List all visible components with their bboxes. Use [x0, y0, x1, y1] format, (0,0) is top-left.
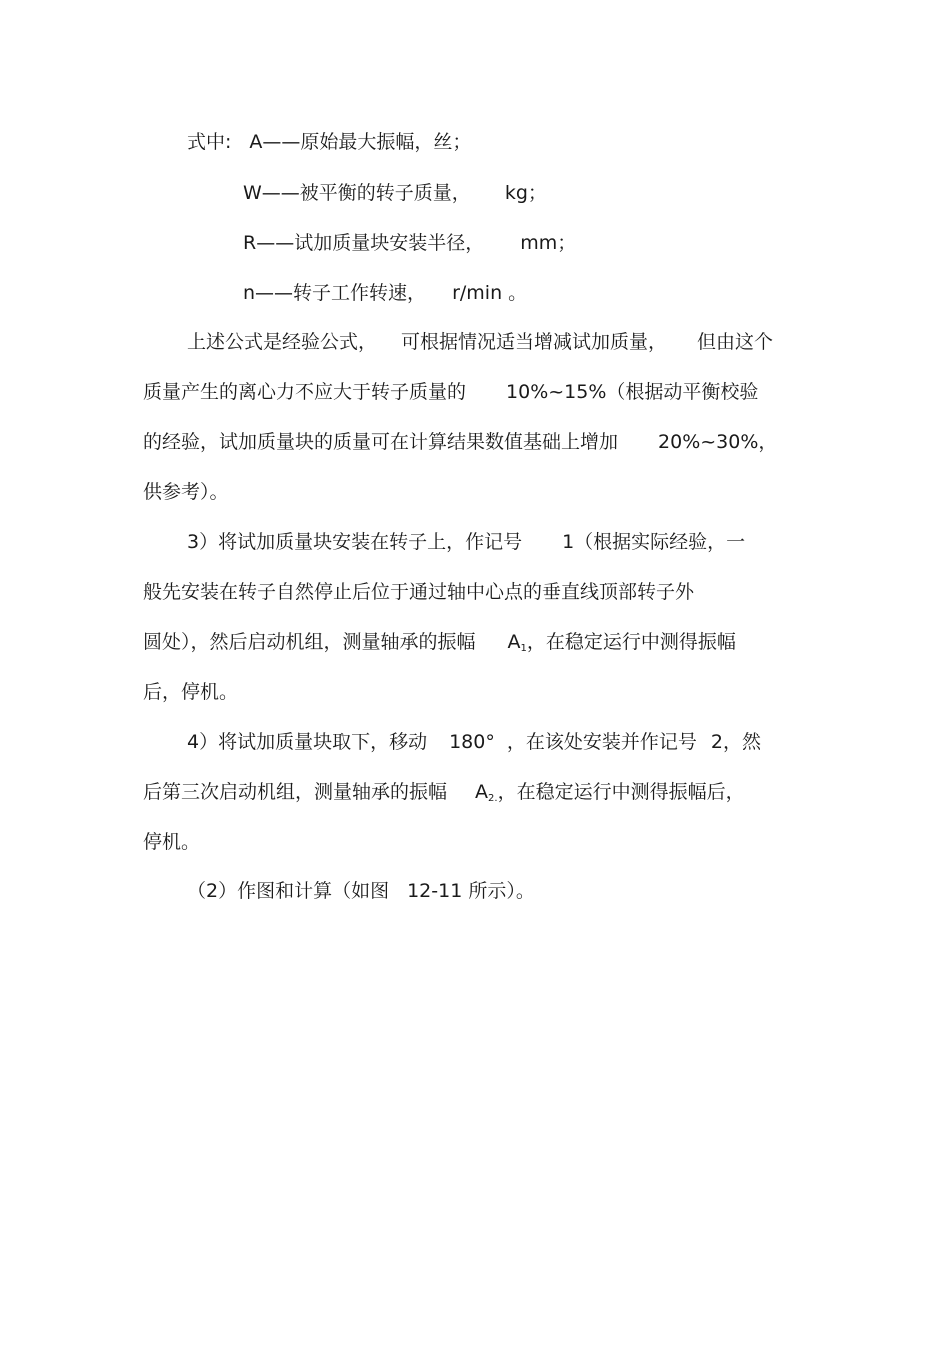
text-span: 2，然 [710, 731, 761, 753]
text-span: 3）将试加质量块安装在转子上，作记号 [187, 531, 523, 553]
definition-n [243, 281, 527, 305]
text-span: 后，停机。 [143, 681, 239, 703]
step-3-line-4 [143, 680, 238, 704]
symbol-n: n [243, 282, 256, 304]
step-3-line-2 [143, 580, 694, 604]
symbol-r: R [243, 232, 257, 254]
step-3-line-3 [143, 630, 736, 661]
text-span: 停机。 [143, 831, 201, 853]
text-span: 可根据情况适当增减试加质量， [401, 331, 668, 353]
definition-w-text: ——被平衡的转子质量， [261, 182, 471, 204]
definition-r-unit: mm； [520, 232, 577, 254]
step-4-line-2 [143, 780, 745, 811]
paragraph-formula-line-4 [143, 480, 229, 504]
text-span: 供参考）。 [143, 481, 229, 503]
text-span: 后第三次启动机组，测量轴承的振幅 [143, 781, 448, 803]
step-4-line-1 [187, 730, 761, 754]
text-span: （2）作图和计算（如图 [187, 880, 390, 902]
amplitude-symbol-a2: A [475, 781, 489, 803]
text-span: 质量产生的离心力不应大于转子质量的 [143, 381, 467, 403]
text-span: ，在稳定运行中测得振幅 [526, 631, 736, 653]
definition-a [187, 130, 471, 154]
text-span: 但由这个 [697, 331, 774, 353]
text-span: 4）将试加质量块取下，移动 [187, 731, 428, 753]
definition-w-unit: kg； [504, 182, 547, 204]
amplitude-symbol-a1: A [507, 631, 521, 653]
section-2-heading [187, 879, 535, 903]
text-span: 1（根据实际经验，一 [562, 531, 746, 553]
text-span: 12-11 所示）。 [407, 880, 535, 902]
text-span: ，在稳定运行中测得振幅后， [497, 781, 745, 803]
amplitude-subscript-1: 1 [520, 643, 527, 654]
paragraph-formula-line-2 [143, 380, 758, 404]
text-span: 般先安装在转子自然停止后位于通过轴中心点的垂直线顶部转子外 [143, 581, 695, 603]
amplitude-subscript-2: 2. [488, 793, 498, 804]
text-span: 10%~15%（根据动平衡校验 [506, 381, 759, 403]
text-span: 的经验，试加质量块的质量可在计算结果数值基础上增加 [143, 431, 619, 453]
paragraph-formula-line-3 [143, 430, 777, 454]
text-span: 圆处），然后启动机组，测量轴承的振幅 [143, 631, 476, 653]
definition-w [243, 181, 547, 205]
step-4-line-3 [143, 830, 200, 854]
definition-r-text: ——试加质量块安装半径， [256, 232, 485, 254]
step-3-line-1 [187, 530, 745, 554]
text-span: ，在该处安装并作记号 [506, 731, 697, 753]
definitions-intro: 式中: [187, 131, 232, 153]
paragraph-formula-line-1 [187, 330, 773, 354]
definition-a-text: ——原始最大振幅，丝； [262, 131, 472, 153]
definition-n-unit: r/min 。 [452, 282, 528, 304]
definition-r [243, 231, 576, 255]
text-span: 180° [449, 731, 495, 753]
definition-n-text: ——转子工作转速， [255, 282, 427, 304]
text-span: 20%~30%， [658, 431, 778, 453]
symbol-w: W [243, 182, 262, 204]
text-span: 上述公式是经验公式， [187, 331, 378, 353]
symbol-a: A [249, 131, 263, 153]
